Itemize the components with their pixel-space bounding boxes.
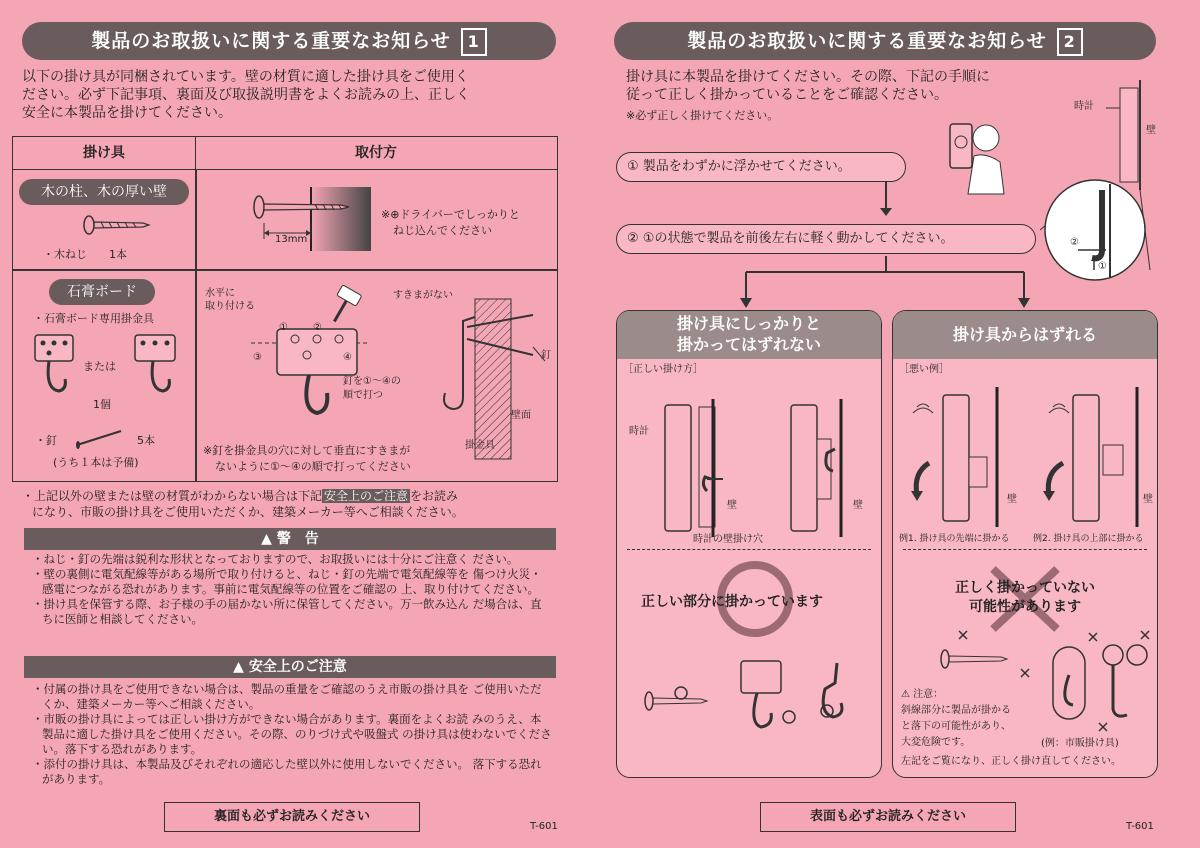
correct-panel-head	[617, 311, 881, 359]
table-header	[13, 137, 557, 170]
caution-note	[901, 687, 1031, 751]
nail-side-label: 釘	[541, 350, 551, 361]
correct-head-line: 掛け具にしっかりと	[676, 314, 821, 333]
correct-hanging-illustration	[657, 399, 867, 539]
left-intro-line: 安全に本製品を掛けてください。	[22, 105, 232, 121]
bad-example-1: 例1. 掛け具の先端に掛かる	[899, 534, 1010, 544]
flow-arrows	[736, 182, 1036, 310]
incorrect-wall-label-2: 壁	[1143, 494, 1153, 505]
caution-line: と落下の可能性があり、	[901, 721, 1011, 732]
safety-bar	[24, 656, 556, 678]
right-title: 製品のお取扱いに関する重要なお知らせ	[687, 30, 1047, 52]
clock-detail-zoom	[1040, 80, 1180, 290]
wall-label: 壁	[1146, 125, 1156, 136]
correct-sub: ［正しい掛け方］	[623, 364, 703, 375]
label-gypsum-board: 石膏ボード	[49, 279, 155, 305]
safety-reference: 安全上のご注意	[324, 489, 409, 503]
incorrect-message	[893, 579, 1157, 617]
nail-label: ・釘	[35, 434, 57, 447]
no-gap-label: すきまがない	[393, 290, 453, 301]
nail-count: 5本	[137, 434, 155, 447]
incorrect-message-line: 正しく掛かっていない	[955, 580, 1095, 596]
correct-divider	[627, 549, 871, 551]
nail-icon	[73, 427, 125, 449]
incorrect-panel-head: 掛け具からはずれる	[893, 311, 1157, 359]
warning-item: ・掛け具を保管する際、お子様の手の届かない所に保管してください。万一飲み込ん だ場合は、直ちに医師と相談してください。	[32, 597, 542, 626]
fixture-table	[12, 136, 558, 482]
correct-head-line: 掛かってはずれない	[676, 335, 821, 354]
step-2: ② ①の状態で製品を前後左右に軽く動かしてください。	[616, 224, 1036, 254]
left-title: 製品のお取扱いに関する重要なお知らせ	[91, 30, 451, 52]
gypsum-bracket-label: ・石膏ボード専用掛金具	[33, 312, 154, 325]
other-wall-text: をお読み	[410, 489, 459, 503]
warning-list	[32, 552, 552, 627]
nail-note: (うち１本は予備)	[53, 456, 139, 469]
other-wall-note	[22, 488, 562, 520]
safety-item: ・市販の掛け具によっては正しい掛け方ができない場合があります。裏面をよくお読 みのうえ、本製品に適した掛け具をご使用ください。その際、のりづけ式や吸盤式 の掛け具は使わないでください。落下する恐れがあります。	[32, 712, 552, 756]
left-title-bar	[22, 22, 556, 60]
table-header-fixture: 掛け具	[13, 137, 196, 169]
zoom-circle-2: ②	[1070, 237, 1079, 248]
left-code: T-601	[530, 821, 558, 832]
bracket-or: または	[83, 360, 116, 373]
left-intro-line: ださい。必ず下記事項、裏面及び取扱説明書をよくお読みの上、正しく	[22, 87, 470, 103]
bracket-icon-b	[131, 333, 181, 399]
step-1: ① 製品をわずかに浮かせてください。	[616, 152, 906, 182]
other-wall-text: になり、市販の掛け具をご使用いただくか、建築メーカー等へご相談ください。	[32, 505, 464, 519]
wood-screw-icon	[81, 213, 151, 237]
incorrect-hanging-illustration	[903, 383, 1149, 531]
left-intro-line: 以下の掛け具が同梱されています。壁の材質に適した掛け具をご使用く	[22, 69, 469, 85]
screw-note-2: ねじ込んでください	[393, 224, 492, 237]
safety-title: 安全上のご注意	[248, 659, 347, 675]
warning-icon: ▲	[233, 659, 249, 675]
left-title-num: 1	[461, 28, 487, 56]
right-title-bar	[614, 22, 1156, 60]
order-note-2: 順で打つ	[343, 390, 383, 401]
wall-surface-label: 壁面	[511, 410, 531, 421]
table-row-divider	[13, 269, 557, 271]
clock-hole-label: 時計の壁掛け穴	[693, 534, 763, 545]
correct-hardware-illustration	[637, 653, 867, 753]
right-intro-line: 従って正しく掛かっていることをご確認ください。	[626, 87, 948, 103]
correct-panel	[616, 310, 882, 778]
order-note-1: 釘を①～④の	[343, 376, 401, 387]
gypsum-note-1: ※釘を掛金具の穴に対して垂直にすきまが	[203, 444, 411, 457]
other-wall-text: ・上記以外の壁または壁の材質がわからない場合は下記	[22, 489, 323, 503]
bracket-count: 1個	[93, 398, 111, 411]
rehang-note: 左記をご覧になり、正しく掛け直してください。	[901, 756, 1121, 767]
order-2: ②	[313, 322, 322, 333]
bad-example-2: 例2. 掛け具の上部に掛かる	[1033, 534, 1144, 544]
left-intro	[22, 68, 562, 122]
screw-dimension: 13mm	[275, 234, 308, 245]
right-code: T-601	[1126, 821, 1154, 832]
safety-item: ・添付の掛け具は、本製品及びそれぞれの適応した壁以外に使用しないでください。 落下する恐れがあります。	[32, 757, 542, 786]
right-title-num: 2	[1057, 28, 1083, 56]
horizontal-label: 水平に	[205, 288, 235, 299]
warning-icon: ▲	[261, 531, 277, 547]
incorrect-divider	[903, 549, 1147, 551]
table-header-method: 取付方	[355, 145, 397, 161]
commercial-example: (例：市販掛け具)	[1041, 738, 1119, 749]
incorrect-sub: ［悪い例］	[899, 364, 949, 375]
order-4: ④	[343, 352, 352, 363]
horizontal-label-2: 取り付ける	[205, 301, 255, 312]
left-footer: 裏面も必ずお読みください	[164, 802, 420, 832]
correct-clock-label: 時計	[629, 426, 649, 437]
zoom-circle-1: ①	[1098, 261, 1107, 272]
safety-list	[32, 682, 552, 787]
incorrect-message-line: 可能性があります	[969, 599, 1081, 615]
correct-wall-label: 壁	[727, 500, 737, 511]
bracket-icon-a	[29, 333, 79, 399]
correct-message: 正しい部分に掛かっています	[641, 594, 823, 610]
caution-line: 大変危険です。	[901, 737, 971, 748]
right-intro-line: 掛け具に本製品を掛けてください。その際、下記の手順に	[626, 69, 990, 85]
incorrect-wall-label: 壁	[1007, 494, 1017, 505]
screw-note-1: ※⊕ドライバーでしっかりと	[381, 208, 520, 221]
wood-screw-count: ・木ねじ 1本	[43, 248, 127, 261]
right-intro-note: ※必ず正しく掛けてください。	[626, 109, 779, 122]
caution-line: 斜線部分に製品が掛かる	[901, 705, 1011, 716]
table-divider	[195, 169, 197, 481]
warning-title: 警 告	[276, 531, 319, 547]
correct-wall-label-2: 壁	[853, 500, 863, 511]
warning-item: ・ねじ・釘の先端は鋭利な形状となっておりますので、お取扱いには十分にご注意く ださい。	[32, 552, 519, 566]
order-3: ③	[253, 352, 262, 363]
bracket-side-label: 掛金具	[465, 440, 495, 451]
label-wood-wall: 木の柱、木の厚い壁	[19, 179, 189, 205]
incorrect-panel	[892, 310, 1158, 778]
gypsum-note-2: ないように①～④の順で打ってください	[215, 460, 411, 473]
warning-item: ・壁の裏側に電気配線等がある場所で取り付けると、ねじ・釘の先端で電気配線等を 傷つけ火災・感電につながる恐れがあります。事前に電気配線等の位置をご確認の 上、取り付けてください。	[32, 567, 542, 596]
order-1: ①	[279, 322, 288, 333]
clock-label: 時計	[1074, 101, 1094, 112]
right-intro	[626, 68, 1066, 123]
right-footer: 表面も必ずお読みください	[760, 802, 1016, 832]
warning-bar	[24, 528, 556, 550]
safety-item: ・付属の掛け具をご使用できない場合は、製品の重量をご確認のうえ市販の掛け具を ご使用いただくか、建築メーカー等へご相談ください。	[32, 682, 542, 711]
caution-line: ⚠ 注意：	[901, 689, 944, 700]
